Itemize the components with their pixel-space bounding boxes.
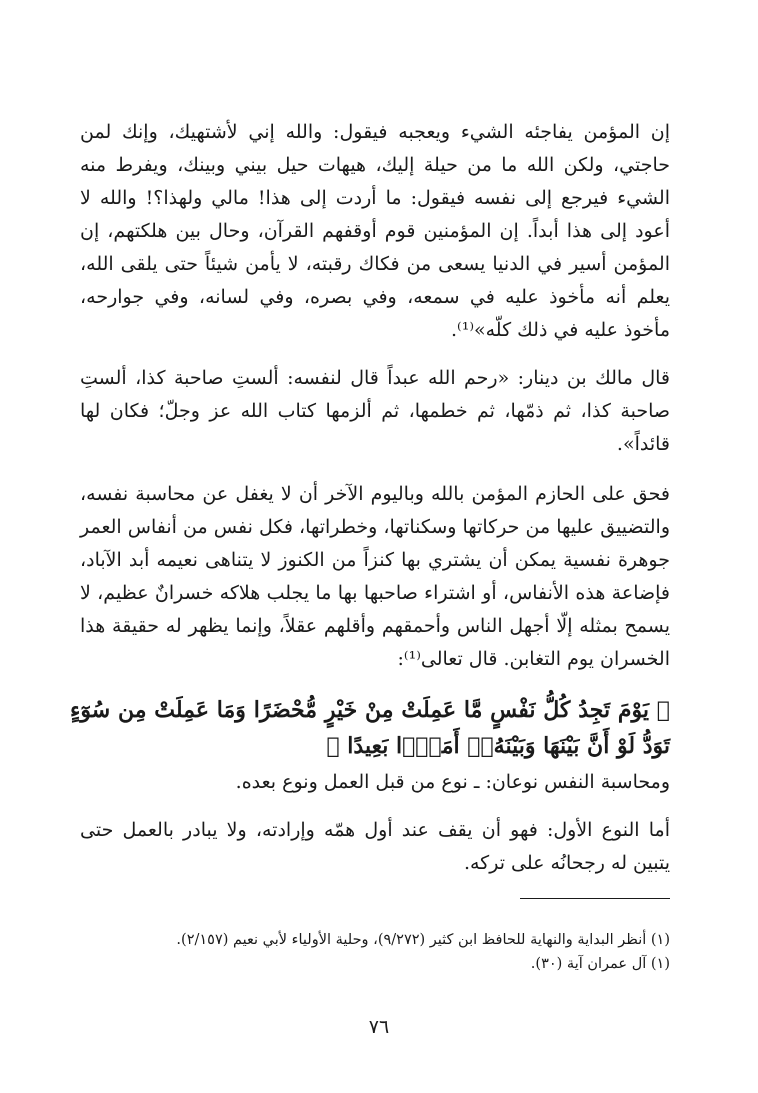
paragraph-1: إن المؤمن يفاجئه الشيء ويعجبه فيقول: والله إني لأشتهيك، وإنك لمن حاجتي، ولكن الله ما من حيلة إليك، هيهات حيل بيني وبينك، ويفرط منه الشيء فيرجع إلى نفسه فيقول: ما أردت إلى هذا! مالي ولهذا؟! والله لا أعود إلى هذا أبداً. إن المؤمنين قوم أوقفهم القرآن، وحال بين هلكتهم، إن المؤمن أسير في الدنيا يسعى من فكاك رقبته، لا يأمن شيئاً حتى يلقى الله، يعلم أنه مأخوذ عليه في سمعه، وفي بصره، وفي لسانه، وفي جوارحه، مأخوذ عليه في ذلك كلّه»⁽¹⁾. — [80, 121, 670, 341]
quran-verse: ﴿ يَوْمَ تَجِدُ كُلُّ نَفْسٍ مَّا عَمِلَتْ مِنْ خَيْرٍ مُّحْضَرًا وَمَا عَمِلَتْ مِن سُوٓءٍ تَوَدُّ لَوْ أَنَّ بَيْنَهَا وَبَيْنَهُۥٓ أَمَدًۢا بَعِيدًا ﴾ — [70, 697, 670, 759]
footnote-divider — [520, 898, 670, 899]
footnote-1: (١) أنظر البداية والنهاية للحافظ ابن كثير (٩/٢٧٢)، وحلية الأولياء لأبي نعيم (٢/١٥٧). — [176, 932, 670, 948]
paragraph-2: قال مالك بن دينار: «رحم الله عبداً قال لنفسه: ألستِ صاحبة كذا، ألستِ صاحبة كذا، ثم ذمّها، ثم خطمها، ثم ألزمها كتاب الله عز وجلّ؛ فكان لها قائداً». — [80, 367, 670, 455]
page-number: ٧٦ — [368, 1016, 390, 1038]
footnote-2: (١) آل عمران آية (٣٠). — [530, 956, 670, 972]
paragraph-5: أما النوع الأول: فهو أن يقف عند أول همّه وإرادته، ولا يبادر بالعمل حتى يتبين له رجحانُه على تركه. — [80, 819, 670, 874]
paragraph-3: فحق على الحازم المؤمن بالله وباليوم الآخر أن لا يغفل عن محاسبة نفسه، والتضييق عليها من حركاتها وسكناتها، وخطراتها، فكل نفس من أنفاس العمر جوهرة نفسية يمكن أن يشتري بها كنزاً من الكنوز لا يتناهى نعيمه أبد الآباد، فإضاعة هذه الأنفاس، أو اشتراء صاحبها بها ما يجلب هلاكه خسرانٌ عظيم، لا يسمح بمثله إلّا أجهل الناس وأحمقهم وأقلهم عقلاً، وإنما يظهر له حقيقة هذا الخسران يوم التغابن. قال تعالى⁽¹⁾: — [80, 483, 670, 670]
paragraph-4: ومحاسبة النفس نوعان: ـ نوع من قبل العمل ونوع بعده. — [235, 771, 670, 793]
